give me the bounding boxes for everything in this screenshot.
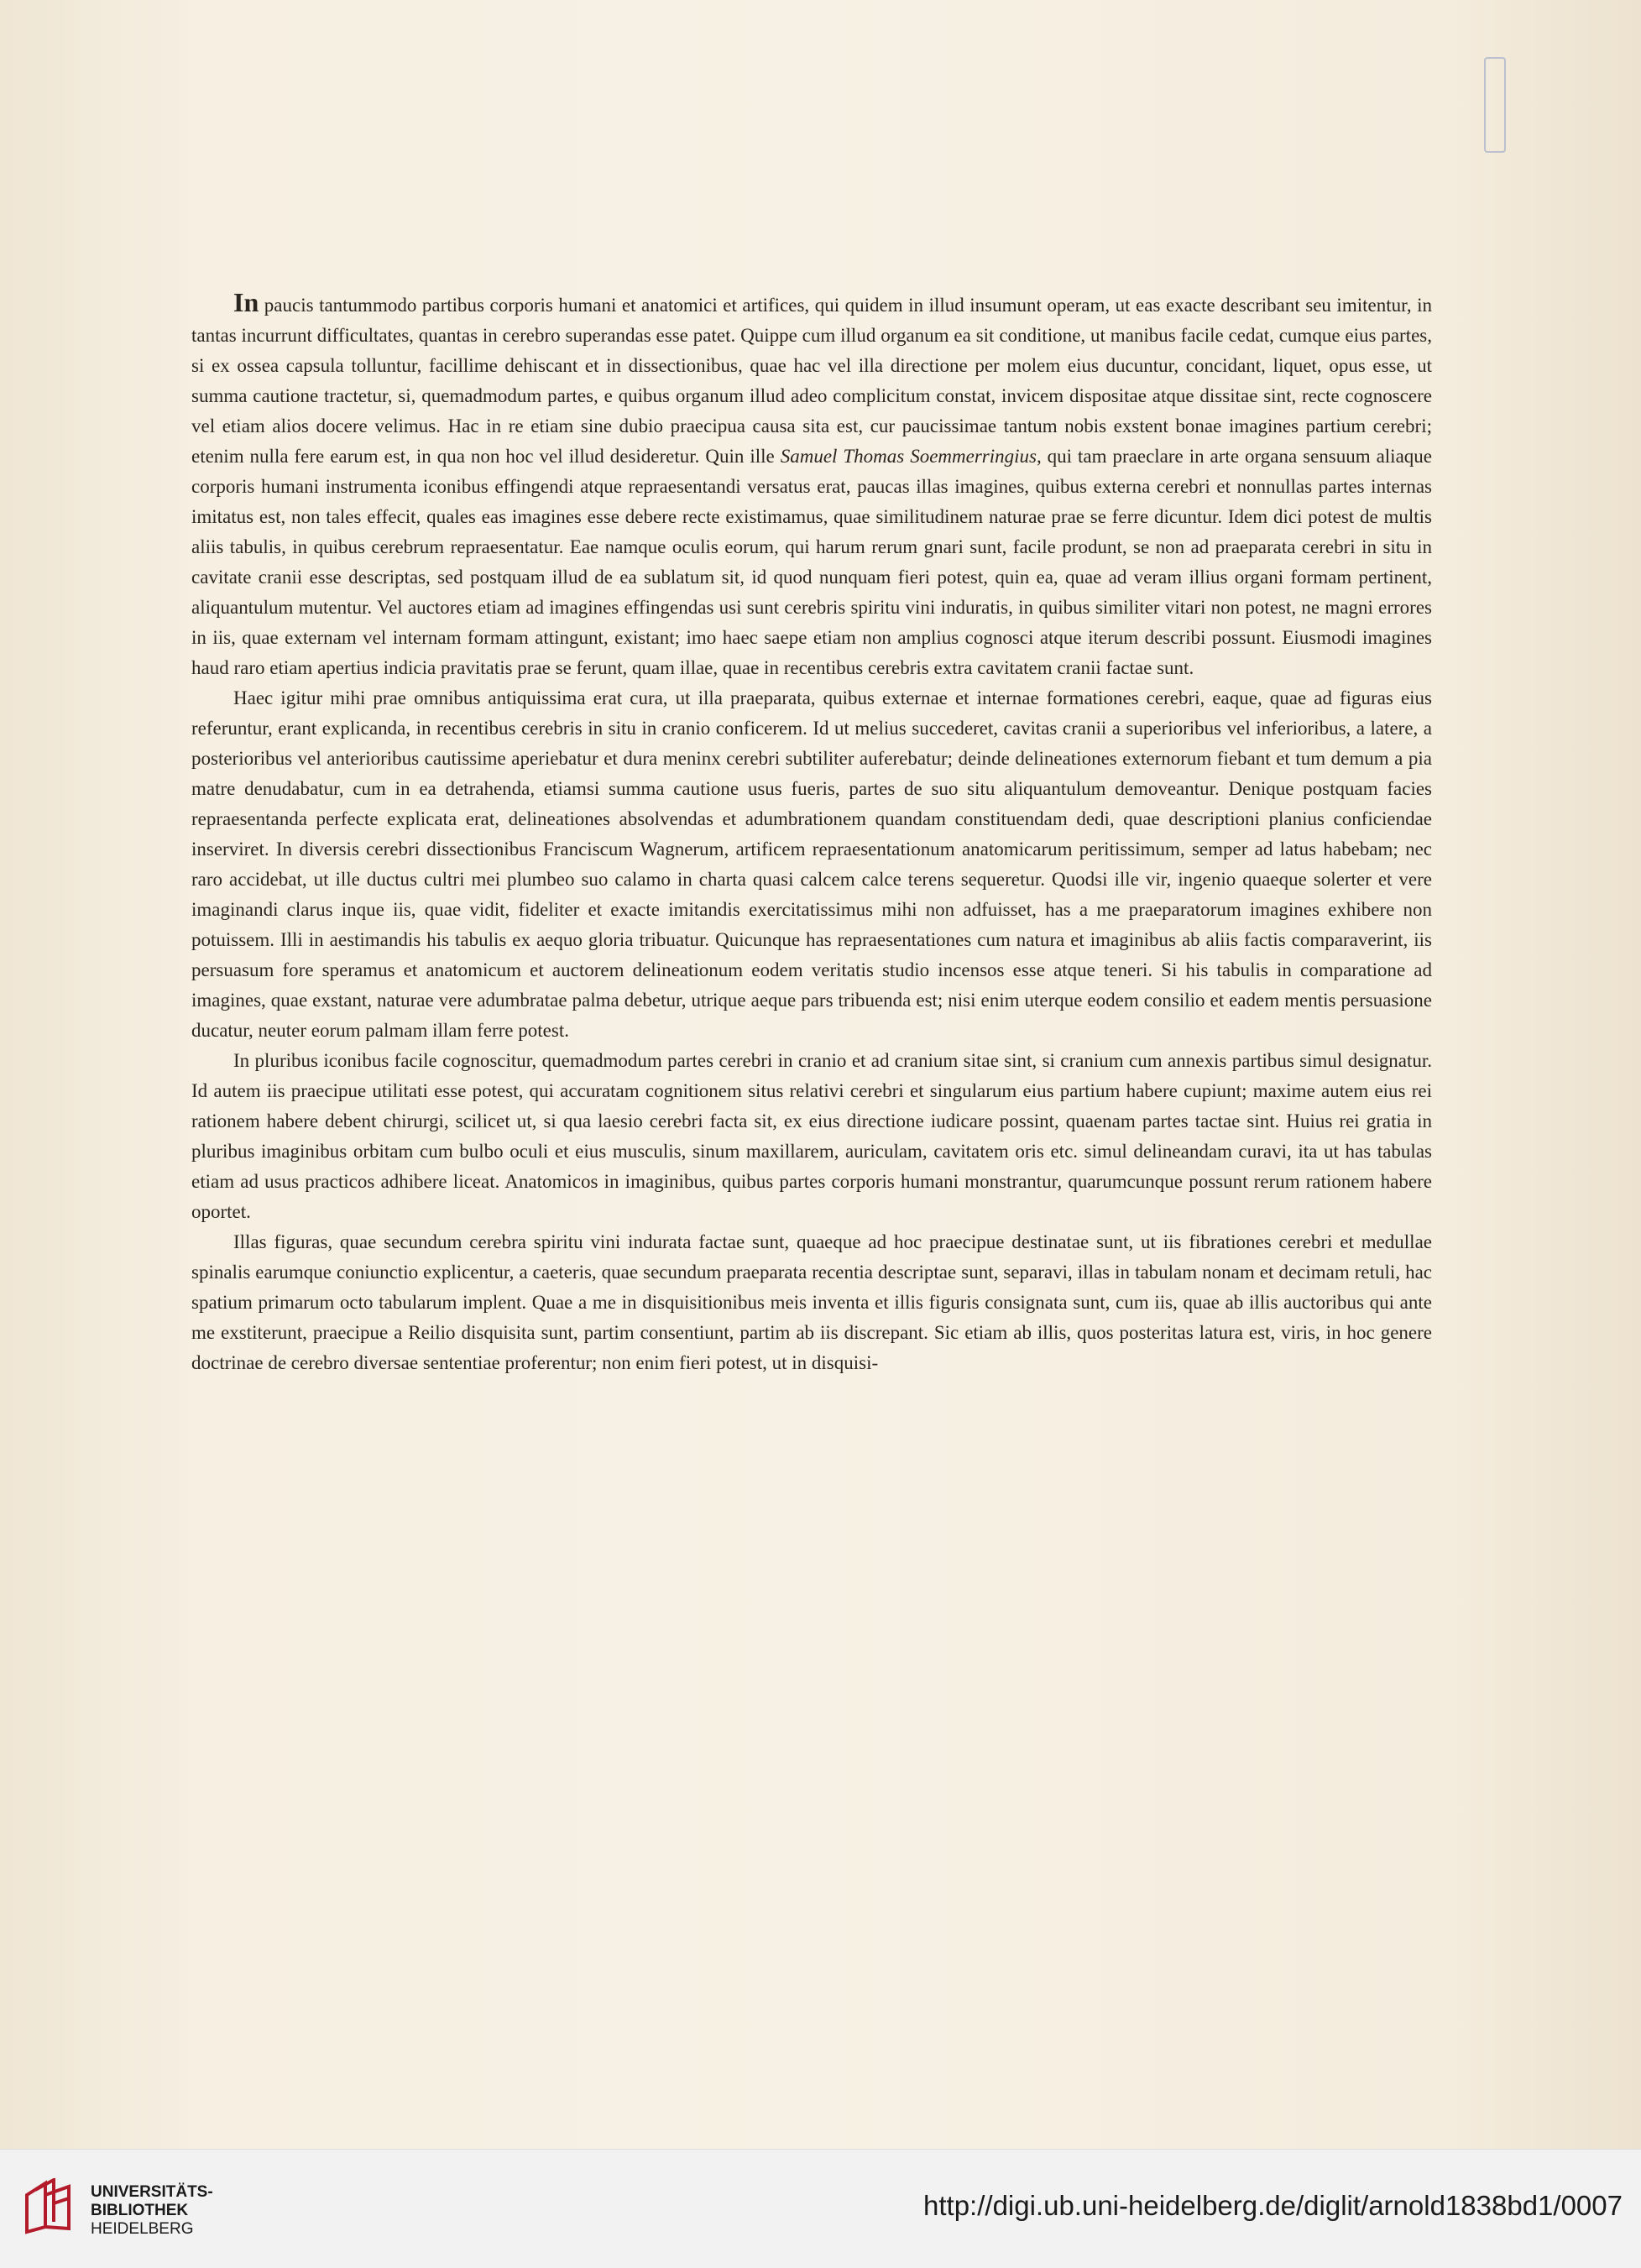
paragraph-3: In pluribus iconibus facile cognoscitur, quemadmodum partes cerebri in cranio et ad cranium sitae sint, si cranium cum annexis partibus simul designatur. Id autem iis praecipue utilitati esse potest, qui accuratam cognitionem situs relativi cerebri et singularum eius partium habere cupiunt; maxime autem eius rei rationem habere debent chirurgi, scilicet ut, si qua laesio cerebri facta sit, ex eius directione iudicare possint, quaenam partes tactae sint. Huius rei gratia in pluribus imaginibus orbitam cum bulbo oculi et eius musculis, sinum maxillarem, auriculam, cavitatem oris etc. simul delineandam curavi, ita ut has tabulas etiam ad usus practicos adhibere liceat. Anatomicos in imaginibus, quibus partes corporis humani monstrantur, quarumcunque possunt rerum rationem habere oportet. <box>191 1050 1432 1222</box>
library-logo-icon <box>20 2178 79 2237</box>
paragraph-4: Illas figuras, quae secundum cerebra spiritu vini indurata factae sunt, quaeque ad hoc praecipue destinatae sunt, ut iis fibrationes cerebri et medullae spinalis earumque coniunctio explicentur, a caeteris, quae secundum praeparata recentia descriptae sunt, separavi, illas in tabulam nonam et decimam retuli, hac spatium primarum octo tabularum implent. Quae a me in disquisitionibus meis inventa et illis figuris consignata sunt, cum iis, quae ab illis auctoribus qui ante me exstiterunt, praecipue a Reilio disquisita sunt, partim consentiunt, partim ab iis discrepant. Sic etiam ab illis, quos posteritas latura est, viris, in hoc genere doctrinae de cerebro diversae sententiae proferentur; non enim fieri potest, ut in disquisi- <box>191 1231 1432 1373</box>
paragraph-1-rest: , qui tam praeclare in arte organa sensuum aliaque corporis humani instrumenta iconibus effingendi atque repraesentandi versatus erat, paucas illas imagines, quibus externa cerebri et nonnullas partes internas imitatus est, non tales effecit, quales eas imagines esse debere recte existimamus, quae similitudinem naturae prae se ferre dicuntur. Idem dici potest de multis aliis tabulis, in quibus cerebrum repraesentatur. Eae namque oculis eorum, qui harum rerum gnari sunt, facile produnt, se non ad praeparata cerebri in situ in cavitate cranii esse descriptas, sed postquam illud de ea sublatum sit, id quod nunquam fieri potest, quin ea, quae ad veram illius organi formam pertinent, aliquantulum mutentur. Vel auctores etiam ad imagines effingendas usi sunt cerebris spiritu vini induratis, in quibus similiter vitari non potest, ne magni errores in iis, quae externam vel internam formam attingunt, existant; imo haec saepe etiam non amplius cognosci atque iterum describi possunt. Eiusmodi imagines haud raro etiam apertius indicia pravitatis prae se ferunt, quam illae, quae in recentibus cerebris extra cavitatem cranii factae sunt. <box>191 446 1432 678</box>
library-line-3: HEIDELBERG <box>91 2220 194 2238</box>
paragraph-2: Haec igitur mihi prae omnibus antiquissima erat cura, ut illa praeparata, quibus externae et internae formationes cerebri, eaque, quae ad figuras eius referuntur, erant explicanda, in recentibus cerebris in situ in cranio conficerem. Id ut melius succederet, cavitas cranii a superioribus vel inferioribus, a latere, a posterioribus vel anterioribus cautissime aperiebatur et dura meninx cerebri subtiliter auferebatur; deinde delineationes externorum fiebant et tum demum a pia matre denudabatur, cum in ea detrahenda, etiamsi summa cautione usus fueris, partes de suo situ aliquantulum demoveantur. Denique postquam facies repraesentanda perfecte explicata erat, delineationes absolvendas et adumbrationem quandam constituendam dedi, quae descriptioni planius conficiendae inserviret. In diversis cerebri dissectionibus Franciscum Wagnerum, artificem repraesentationum anatomicarum peritissimum, semper ad latus habebam; nec raro accidebat, ut ille ductus cultri mei plumbeo suo calamo in charta quasi calcem calce terens sequeretur. Quodsi ille vir, ingenio quaeque solerter et vere imaginandi clarus inque iis, quae vidit, fideliter et exacte imitandis exercitatissimus mihi non adfuisset, has a me praeparatorum imagines exhibere non potuissem. Illi in aestimandis his tabulis ex aequo gloria tribuatur. Quicunque has repraesentationes cum natura et imaginibus ab aliis factis comparaverint, iis persuasum fore speramus et anatomicum et auctorem delineationum eodem veritatis studio incensos esse atque teneri. Si his tabulis in comparatione ad imagines, quae exstant, naturae vere adumbratae palma debetur, utrique aeque pars tribuenda est; nisi enim uterque eodem consilio et eadem mentis persuasione ducatur, neuter eorum palmam illam ferre potest. <box>191 687 1432 1041</box>
body-text <box>191 287 1432 1378</box>
library-line-2: BIBLIOTHEK <box>91 2202 189 2219</box>
paragraph-1 <box>191 287 1432 683</box>
permalink-url[interactable]: http://digi.ub.uni-heidelberg.de/diglit/arnold1838bd1/0007 <box>923 2190 1623 2221</box>
library-line-1: UNIVERSITÄTS- <box>91 2183 213 2201</box>
author-name: Samuel Thomas Soemmerringius <box>780 446 1037 467</box>
dropcap: In <box>233 287 259 317</box>
library-stamp <box>1484 57 1506 153</box>
library-name <box>91 2183 213 2239</box>
paragraph-1-text: paucis tantummodo partibus corporis humani et anatomici et artifices, qui quidem in illud insumunt operam, ut eas exacte describant seu imitentur, in tantas incurrunt difficultates, quantas in cerebro superandas esse patet. Quippe cum illud organum ea sit conditione, ut manibus facile cedat, cumque eius partes, si ex ossea capsula tolluntur, facillime dehiscant et in dissectionibus, quae hac vel illa directione per molem eius ducuntur, concidant, liquet, opus esse, ut summa cautione tractetur, si, quemadmodum partes, e quibus organum illud adeo complicitum constat, invicem dispositae atque dissitae sint, recte cognoscere vel etiam alios docere velimus. Hac in re etiam sine dubio praecipua causa sita est, cur paucissimae tantum nobis exstent bonae imagines partium cerebri; etenim nulla fere earum est, in qua non hoc vel illud desideretur. Quin ille <box>191 295 1432 467</box>
footer-bar <box>0 2149 1641 2268</box>
